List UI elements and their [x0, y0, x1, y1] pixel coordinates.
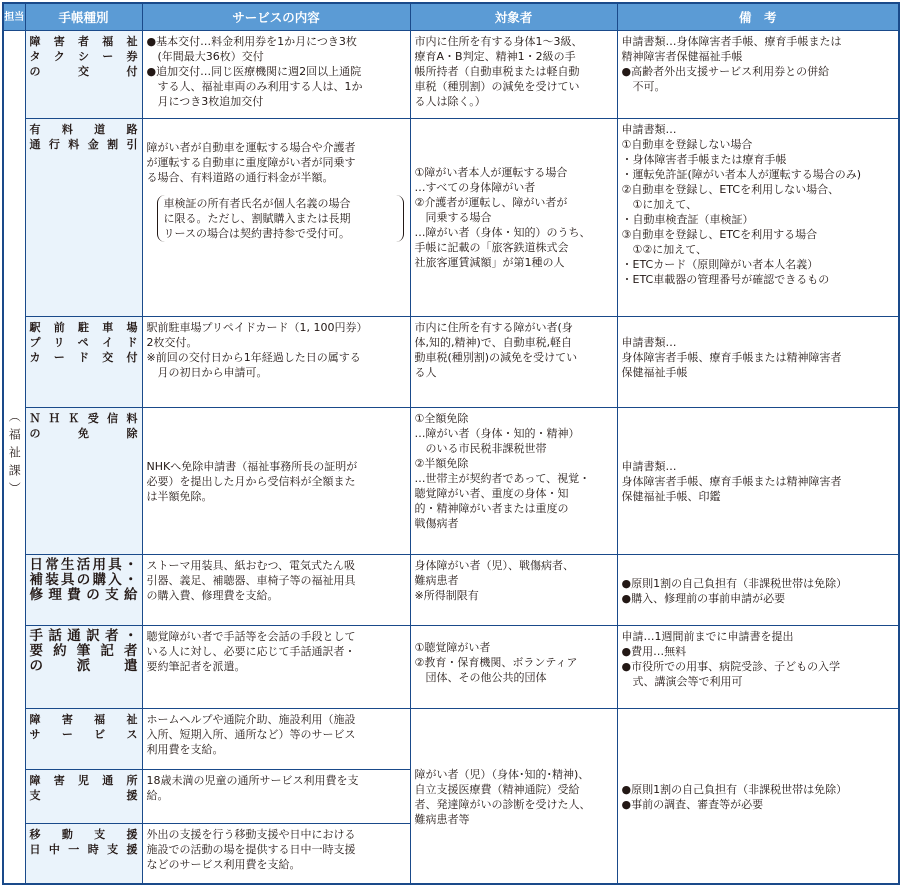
row-target: ①聴覚障がい者 ②教育・保育機関、ボランティア 団体、その他公共的団体 — [410, 626, 617, 709]
department-cell — [3, 31, 25, 885]
row-remarks: ●原則1割の自己負担有（非課税世帯は免除） ●購入、修理前の事前申請が必要 — [617, 555, 899, 626]
row-name: 障害児通所 支 援 — [25, 769, 142, 823]
department-label: （福祉課） — [7, 410, 22, 500]
merged-target: 障がい者（児）（身体･知的･精神)、 自立支援医療費（精神通院）受給 者、発達障がいの診断を受けた人、 難病患者等 — [410, 709, 617, 884]
row-content: 外出の支援を行う移動支援や日中における 施設での活動の場を提供する日中一時支援 などのサービス利用費を支給。 — [142, 824, 410, 884]
row-content: 18歳未満の児童の通所サービス利用費を支 給。 — [142, 769, 410, 823]
row-content: ホームヘルプや通院介助、施設利用（施設 入所、短期入所、通所など）等のサービス 利用費を支給。 — [142, 709, 410, 769]
row-remarks: 申請書類… 身体障害者手帳、療育手帳または精神障害者 保健福祉手帳 — [617, 316, 899, 408]
table-row — [3, 31, 899, 119]
table-header-row — [3, 3, 899, 31]
header-name: 手帳種別 — [25, 3, 142, 31]
row-name: 駅前駐車場 プリペイド カード交付 — [25, 316, 142, 408]
row-content: 障がい者が自動車を運転する場合や介護者 が運転する自動車に重度障がい者が同乗す る場合、有料道路の通行料金が半額。 車検証の所有者氏名が個人名義の場合 に限る。ただし、割賦購入または長期 リースの場合は契約書持参で受付可。 — [142, 118, 410, 316]
row-content: ストーマ用装具、紙おむつ、電気式たん吸 引器、義足、補聴器、車椅子等の福祉用具 の購入費、修理費を支給。 — [142, 555, 410, 626]
merged-remarks: ●原則1割の自己負担有（非課税世帯は免除） ●事前の調査、審査等が必要 — [617, 709, 899, 884]
row-target: ①障がい者本人が運転する場合 …すべての身体障がい者 ②介護者が運転し、障がい者が 同乗する場合 …障がい者（身体・知的）のうち、 手帳に記載の「旅客鉄道株式会 社旅客運賃減額」が第1種の人 — [410, 118, 617, 316]
row-name: 手話通訳者・ 要約筆記者 の 派 遣 — [25, 626, 142, 709]
row-content: 駅前駐車場プリペイドカード（1, 100円券） 2枚交付。 ※前回の交付日から1年経過した日の属する 月の初日から申請可。 — [142, 316, 410, 408]
row-target: 身体障がい者（児）、戦傷病者、 難病患者 ※所得制限有 — [410, 555, 617, 626]
row-content: ●基本交付…料金利用券を1か月につき3枚 (年間最大36枚）交付 ●追加交付…同じ医療機関に週2回以上通院 する人、福祉車両のみ利用する人は、1か 月につき3枚追加交付 — [142, 31, 410, 119]
row-remarks: 申請…1週間前までに申請書を提出 ●費用…無料 ●市役所での用事、病院受診、子どもの入学 式、講演会等で利用可 — [617, 626, 899, 709]
table-row — [3, 626, 899, 709]
header-target: 対象者 — [410, 3, 617, 31]
row-target: 市内に住所を有する障がい者(身 体,知的,精神)で、自動車税,軽自 動車税(種別割)の減免を受けてい る人 — [410, 316, 617, 408]
welfare-services-table — [2, 2, 900, 885]
header-remarks: 備 考 — [617, 3, 899, 31]
row-remarks: 申請書類…身体障害者手帳、療育手帳または 精神障害者保健福祉手帳 ●高齢者外出支援サービス利用券との併給 不可。 — [617, 31, 899, 119]
row-name: 障害者福祉 タクシー券 の 交 付 — [25, 31, 142, 119]
table-row — [3, 118, 899, 316]
row-remarks: 申請書類… ①自動車を登録しない場合 ・身体障害者手帳または療育手帳 ・運転免許証(障がい者本人が運転する場合のみ) ②自動車を登録し、ETCを利用しない場合、 ①に加えて、 ・自動車検査証（車検証） ③自動車を登録し、ETCを利用する場合 ①②に加えて、 ・ETCカード（原則障がい者本人名義） ・ETC車載器の管理番号が確認できるもの — [617, 118, 899, 316]
row-name: 日常生活用具・ 補装具の購入・ 修理費の支給 — [25, 555, 142, 626]
license-note: 車検証の所有者氏名が個人名義の場合 に限る。ただし、割賦購入または長期 リースの場合は契約書持参で受付可。 — [157, 195, 404, 242]
row-target: ①全額免除 …障がい者（身体・知的・精神） のいる市民税非課税世帯 ②半額免除 …世帯主が契約者であって、視覚・ 聴覚障がい者、重度の身体・知 的・精神障がい者または重度の 戦傷病者 — [410, 408, 617, 555]
row-target: 市内に住所を有する身体1〜3級、 療育A・B判定、精神1・2級の手 帳所持者（自動車税または軽自動 車税（種別割）の減免を受けてい る人は除く。） — [410, 31, 617, 119]
row-content: NHKへ免除申請書（福祉事務所長の証明が 必要）を提出した月から受信料が全額また は半額免除。 — [142, 408, 410, 555]
row-name: 移動支援 日中一時支援 — [25, 824, 142, 884]
table-row — [3, 555, 899, 626]
header-content: サービスの内容 — [142, 3, 410, 31]
row-name: ＮＨＫ受信料 の 免 除 — [25, 408, 142, 555]
table-row — [3, 316, 899, 408]
row-content: 聴覚障がい者で手話等を会話の手段として いる人に対し、必要に応じて手話通訳者・ 要約筆記者を派遣。 — [142, 626, 410, 709]
row-name: 障害福祉 サービス — [25, 709, 142, 769]
row-name: 有料道路 通行料金割引 — [25, 118, 142, 316]
row-remarks: 申請書類… 身体障害者手帳、療育手帳または精神障害者 保健福祉手帳、印鑑 — [617, 408, 899, 555]
table-row — [3, 709, 899, 769]
header-tanto: 担当 — [3, 3, 25, 31]
table-row — [3, 408, 899, 555]
